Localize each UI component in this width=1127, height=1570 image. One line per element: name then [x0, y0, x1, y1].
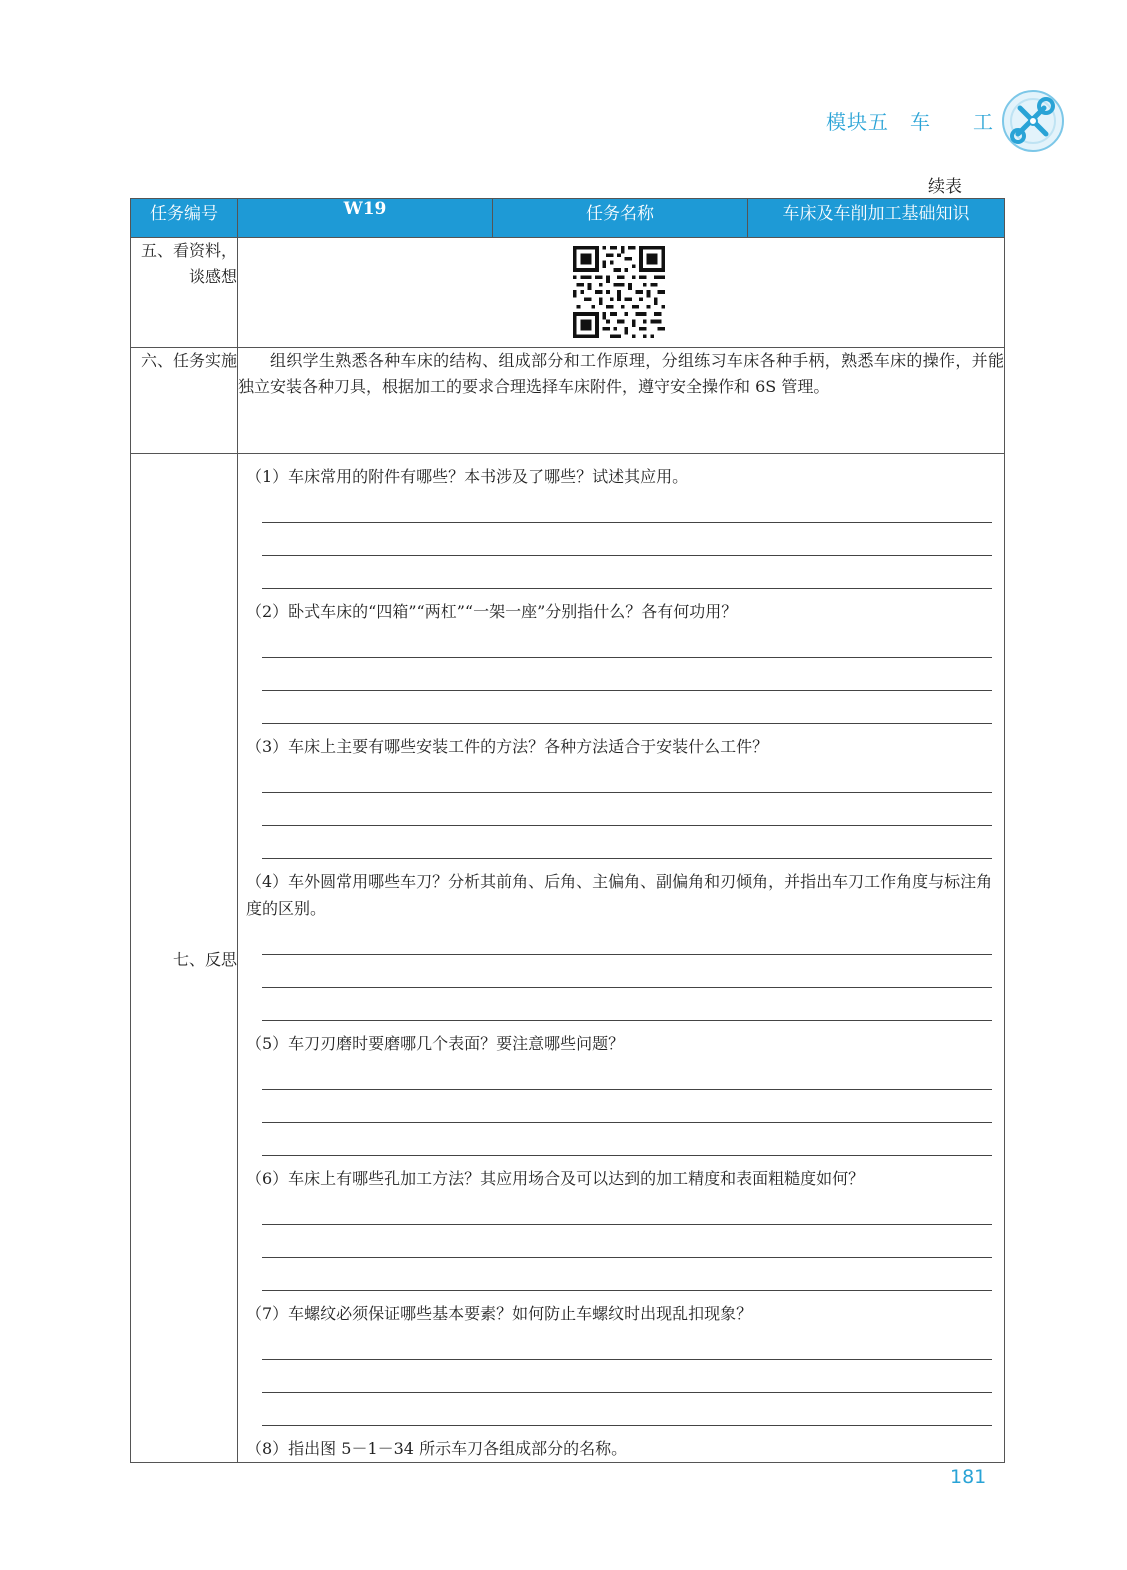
task-code-value: W19	[238, 199, 493, 238]
answer-line[interactable]	[262, 523, 992, 556]
answer-line[interactable]	[262, 1225, 992, 1258]
module-title: 模块五 车 工	[826, 110, 994, 134]
answer-line[interactable]	[262, 1258, 992, 1291]
answer-line[interactable]	[262, 955, 992, 988]
answer-line[interactable]	[262, 1123, 992, 1156]
answer-line[interactable]	[262, 1090, 992, 1123]
answer-line[interactable]	[262, 793, 992, 826]
answer-line[interactable]	[262, 625, 992, 658]
answer-line[interactable]	[262, 1393, 992, 1426]
task-table	[130, 198, 1005, 1463]
question-7: （7）车螺纹必须保证哪些基本要素？如何防止车螺纹时出现乱扣现象？	[246, 1304, 753, 1323]
answer-line[interactable]	[262, 490, 992, 523]
wrench-gear-icon	[1000, 88, 1066, 154]
answer-line[interactable]	[262, 988, 992, 1021]
task-name-value: 车床及车削加工基础知识	[748, 199, 1005, 238]
question-1: （1）车床常用的附件有哪些？本书涉及了哪些？试述其应用。	[246, 467, 689, 486]
question-5: （5）车刀刃磨时要磨哪几个表面？要注意哪些问题？	[246, 1034, 625, 1053]
question-6: （6）车床上有哪些孔加工方法？其应用场合及可以达到的加工精度和表面粗糙度如何？	[246, 1169, 865, 1188]
section-5-row	[131, 238, 1005, 348]
section-7-content	[238, 454, 1005, 1463]
section-5-label: 五、看资料，谈感想	[131, 238, 238, 348]
qr-code-icon[interactable]	[573, 246, 665, 338]
answer-line[interactable]	[262, 1192, 992, 1225]
answer-line[interactable]	[262, 658, 992, 691]
task-name-label: 任务名称	[493, 199, 748, 238]
page-number: 181	[950, 1466, 987, 1488]
section-5-content	[238, 238, 1005, 348]
answer-line[interactable]	[262, 1327, 992, 1360]
answer-line[interactable]	[262, 691, 992, 724]
question-8: （8）指出图 5－1－34 所示车刀各组成部分的名称。	[246, 1439, 628, 1458]
section-6-row	[131, 348, 1005, 454]
section-6-label: 六、任务实施	[131, 348, 238, 454]
answer-line[interactable]	[262, 556, 992, 589]
section-7-row	[131, 454, 1005, 1463]
answer-line[interactable]	[262, 760, 992, 793]
table-header-row	[131, 199, 1005, 238]
task-code-label: 任务编号	[131, 199, 238, 238]
answer-line[interactable]	[262, 826, 992, 859]
answer-line[interactable]	[262, 1057, 992, 1090]
answer-line[interactable]	[262, 922, 992, 955]
answer-line[interactable]	[262, 1360, 992, 1393]
question-2: （2）卧式车床的“四箱”“两杠”“一架一座”分别指什么？各有何功用？	[246, 602, 738, 621]
question-3: （3）车床上主要有哪些安装工件的方法？各种方法适合于安装什么工件？	[246, 737, 769, 756]
continued-label: 续表	[928, 177, 962, 197]
question-4: （4）车外圆常用哪些车刀？分析其前角、后角、主偏角、副偏角和刃倾角，并指出车刀工作角度与标注角度的区别。	[246, 872, 993, 918]
section-7-label: 七、反思	[131, 454, 238, 1463]
section-6-content: 组织学生熟悉各种车床的结构、组成部分和工作原理，分组练习车床各种手柄，熟悉车床的操作，并能独立安装各种刀具，根据加工的要求合理选择车床附件，遵守安全操作和 6S 管理。	[238, 348, 1005, 454]
